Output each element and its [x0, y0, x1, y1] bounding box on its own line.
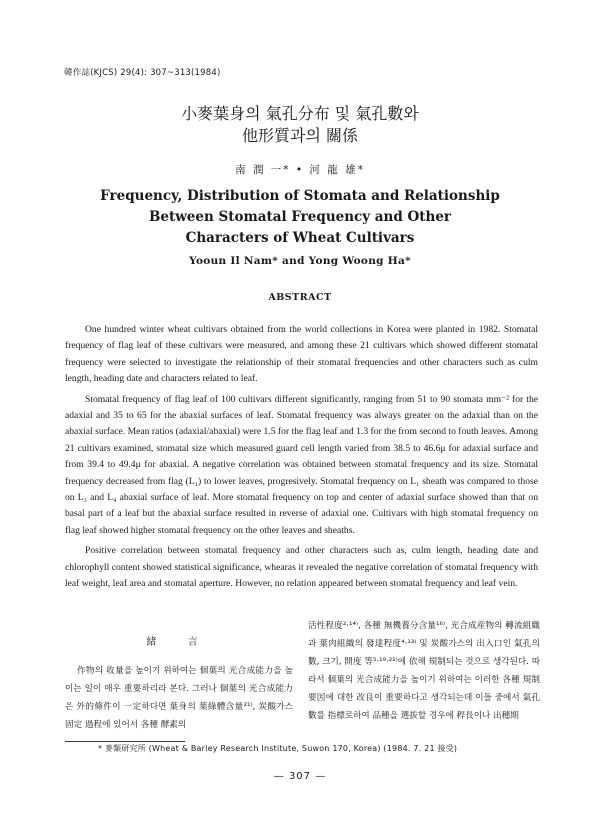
right-column [308, 617, 540, 725]
introduction-paragraph-left: 作物의 收量을 높이기 위하여는 個葉의 光合成能力을 높이는 일이 매우 重要하리라 본다. 그러나 個葉의 光合成能力은 外的條件이 一定하다면 葉身의 葉綠體含量²¹⁾, 炭酸가스固定 過程에 있어서 各種 酵素의 [65, 666, 293, 730]
authors-korean: 南 潤 一* • 河 龍 雄* [235, 164, 365, 176]
abstract-paragraph-2: Stomatal frequency of flag leaf of 100 cultivars different significantly, ranging from 51 to 90 stomata mm⁻² for the adaxial and 35 to 65 for the abaxial surfaces of leaf. Stomatal frequency was always greater on the adaxial than on the abaxial surface. Mean ratios (adaxial/abaxial) were 1.5 for the flag leaf and 1.3 for the from second to fouth leaves. Among 21 cultivars examined, stomatal size which measured guard cell length varied from 38.5 to 46.6μ for adaxial surface and from 39.4 to 49.4μ for abaxial. A negative correlation was obtained between stomatal frequency and its size. Stomatal frequency decreased from flag (L₁) to lower leaves, progresively. Stomatal frequency on L₁ sheath was compared to those on L₃ and L₄ abaxial surface of leaf. More stomatal frequency on top and center of adaxial surface showed than that on basal part of a leaf but the abaxial surface resulted in reverse of adaxial one. Cultivars with high stomatal frequency on flag leaf showed higher stomatal frequency on the other leaves and sheaths. [65, 393, 538, 536]
authors-english: Yooun Il Nam* and Yong Woong Ha* [189, 255, 411, 267]
title-korean-line-2: 他形質과의 關係 [242, 126, 358, 145]
title-korean-line-1: 小麥葉身의 氣孔分布 및 氣孔數와 [181, 104, 419, 123]
abstract-body [65, 322, 538, 597]
abstract-heading: ABSTRACT [268, 292, 332, 303]
abstract-paragraph-1: One hundred winter wheat cultivars obtained from the world collections in Korea were planted in 1982. Stomatal frequency of flag leaf of these cultivars were measured, and among these 21 cultivars which showed different stomatal frequency were selected to investigate the relationship of their stomatal frequencies and other characters such as culm length, heading date and characters related to leaf. [65, 324, 538, 385]
title-english-line-1: Frequency, Distribution of Stomata and Relationship [100, 188, 500, 204]
title-english-line-2: Between Stomatal Frequency and Other [148, 209, 452, 225]
introduction-paragraph-right: 活性程度²·¹⁴⁾, 各種 無機養分含量¹⁶⁾, 光合成産物의 轉流組織과 葉肉組織의 發達程度⁴·¹³⁾ 및 炭酸가스의 出入口인 氣孔의 數, 크기, 開度 等⁵·¹⁹·²¹⁾에 依해 規制되는 것으로 생각된다. 따라서 個葉의 光合成能力을 높이기 위하여는 이러한 各種 規制要因에 대한 改良이 重要하다고 생각되는데 이들 중에서 氣孔數를 指標로하여 品種을 選拔할 경우에 稈長이나 出穗期 [308, 621, 540, 721]
page-number: — 307 — [273, 771, 327, 782]
title-english-line-3: Characters of Wheat Cultivars [185, 230, 415, 246]
journal-reference: 韓作誌(KJCS) 29(4): 307~313(1984) [64, 68, 221, 78]
footnote-divider [65, 741, 185, 742]
abstract-paragraph-3: Positive correlation between stomatal frequency and other characters such as, culm length, heading date and chlorophyll content showed statistical significance, whearas it revealed the negative correlation of stomatal frequency with leaf weight, leaf area and stomatal aperture. However, no relation appeared between stomatal frequency and leaf vein. [65, 545, 538, 590]
footnote-affiliation: * 麥類研究所 (Wheat & Barley Research Institute, Suwon 170, Korea) (1984. 7. 21 接受) [98, 744, 458, 753]
left-column [65, 622, 293, 734]
section-heading-introduction: 緒 言 [146, 637, 212, 648]
